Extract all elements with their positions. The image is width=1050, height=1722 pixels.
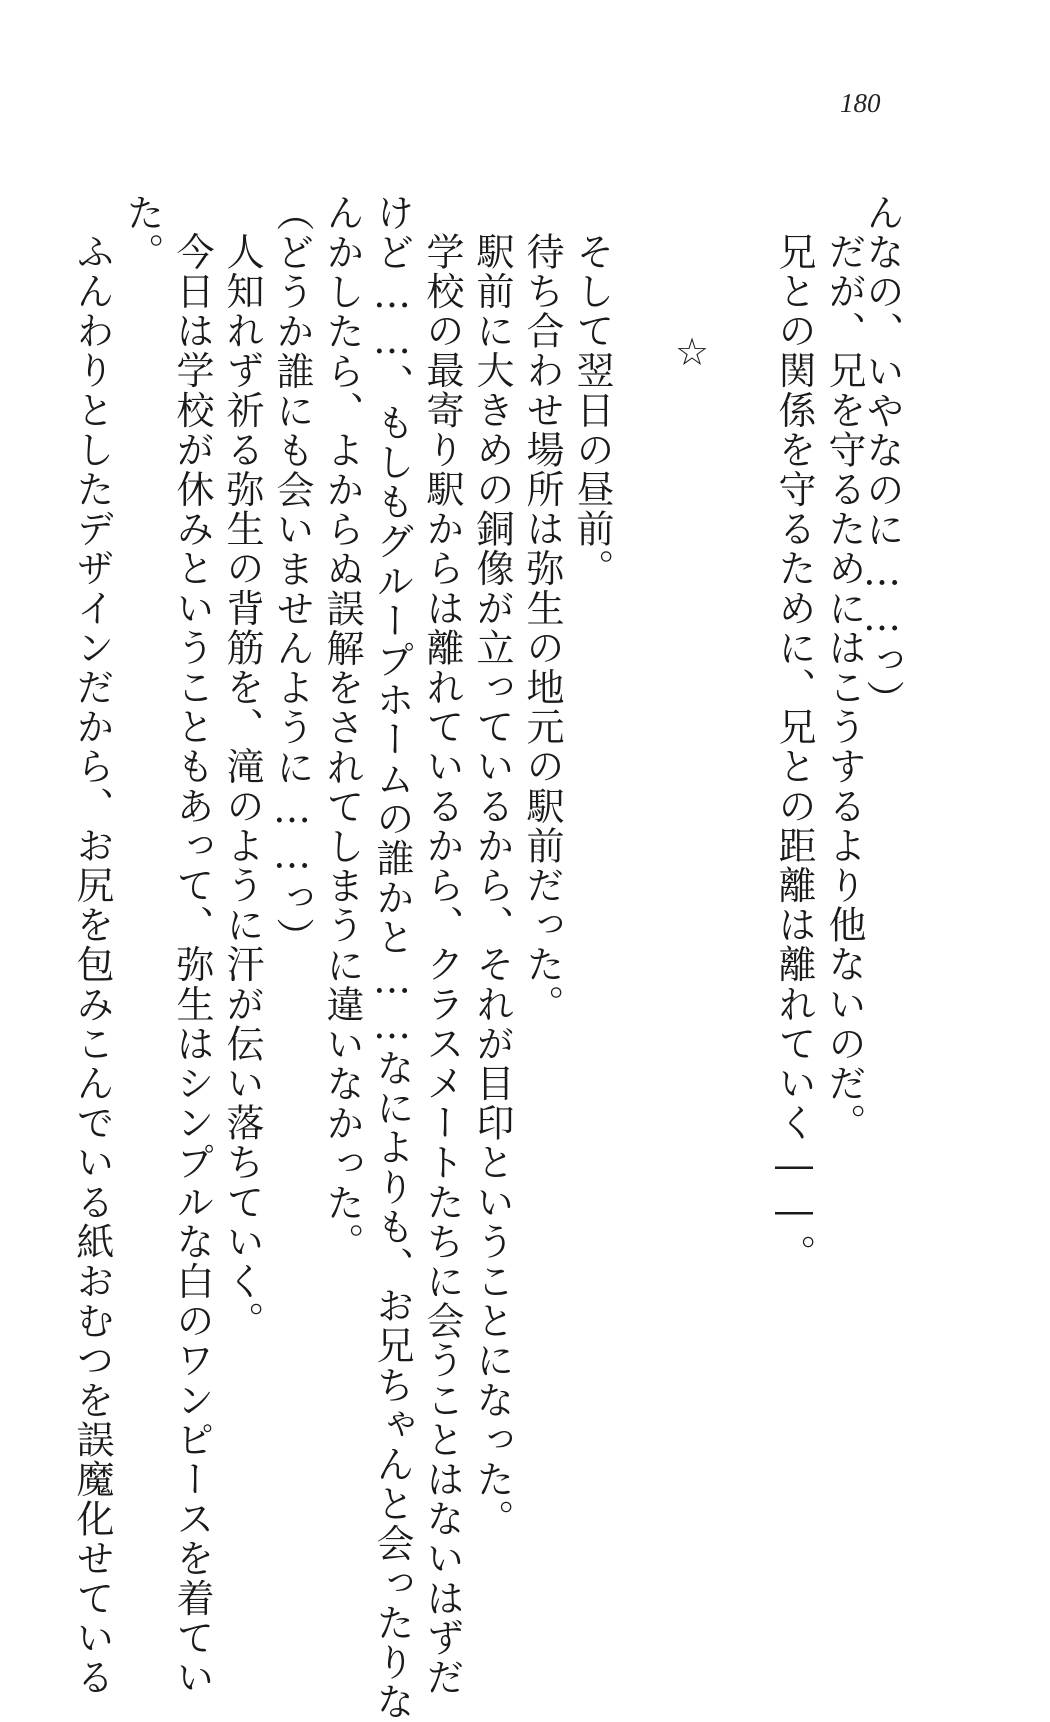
text-line: だが、兄を守るためにはこうするより他ないのだ。 <box>822 232 866 1143</box>
text-line: た。 <box>120 193 164 273</box>
text-line: そして翌日の昼前。 <box>570 232 614 589</box>
text-line: 待ち合わせ場所は弥生の地元の駅前だった。 <box>520 232 564 1024</box>
text-line: 学校の最寄り駅からは離れているから、クラスメートたちに会うことはないはずだ <box>420 232 464 1698</box>
page-number: 180 <box>840 88 881 118</box>
text-line: けど……、もしもグループホームの誰かと……なによりも、お兄ちゃんと会ったりな <box>370 193 414 1722</box>
text-line: （どうか誰にも会いませんように……っ） <box>270 193 314 958</box>
text-line: 駅前に大きめの銅像が立っているから、それが目印ということになった。 <box>470 232 514 1539</box>
text-line: 今日は学校が休みということもあって、弥生はシンプルな白のワンピースを着てい <box>170 232 214 1698</box>
text-line: ふんわりとしたデザインだから、お尻を包みこんでいる紙おむつを誤魔化せている <box>70 232 114 1698</box>
text-line: 人知れず祈る弥生の背筋を、滝のように汗が伝い落ちていく。 <box>220 232 264 1341</box>
text-line: んかしたら、よからぬ誤解をされてしまうに違いなかった。 <box>320 193 364 1263</box>
text-line: 兄との関係を守るために、兄との距離は離れていく――。 <box>772 232 816 1274</box>
text-line: んなの、いやなのに……っ） <box>860 193 904 720</box>
scene-break-star: ☆ <box>670 330 714 374</box>
